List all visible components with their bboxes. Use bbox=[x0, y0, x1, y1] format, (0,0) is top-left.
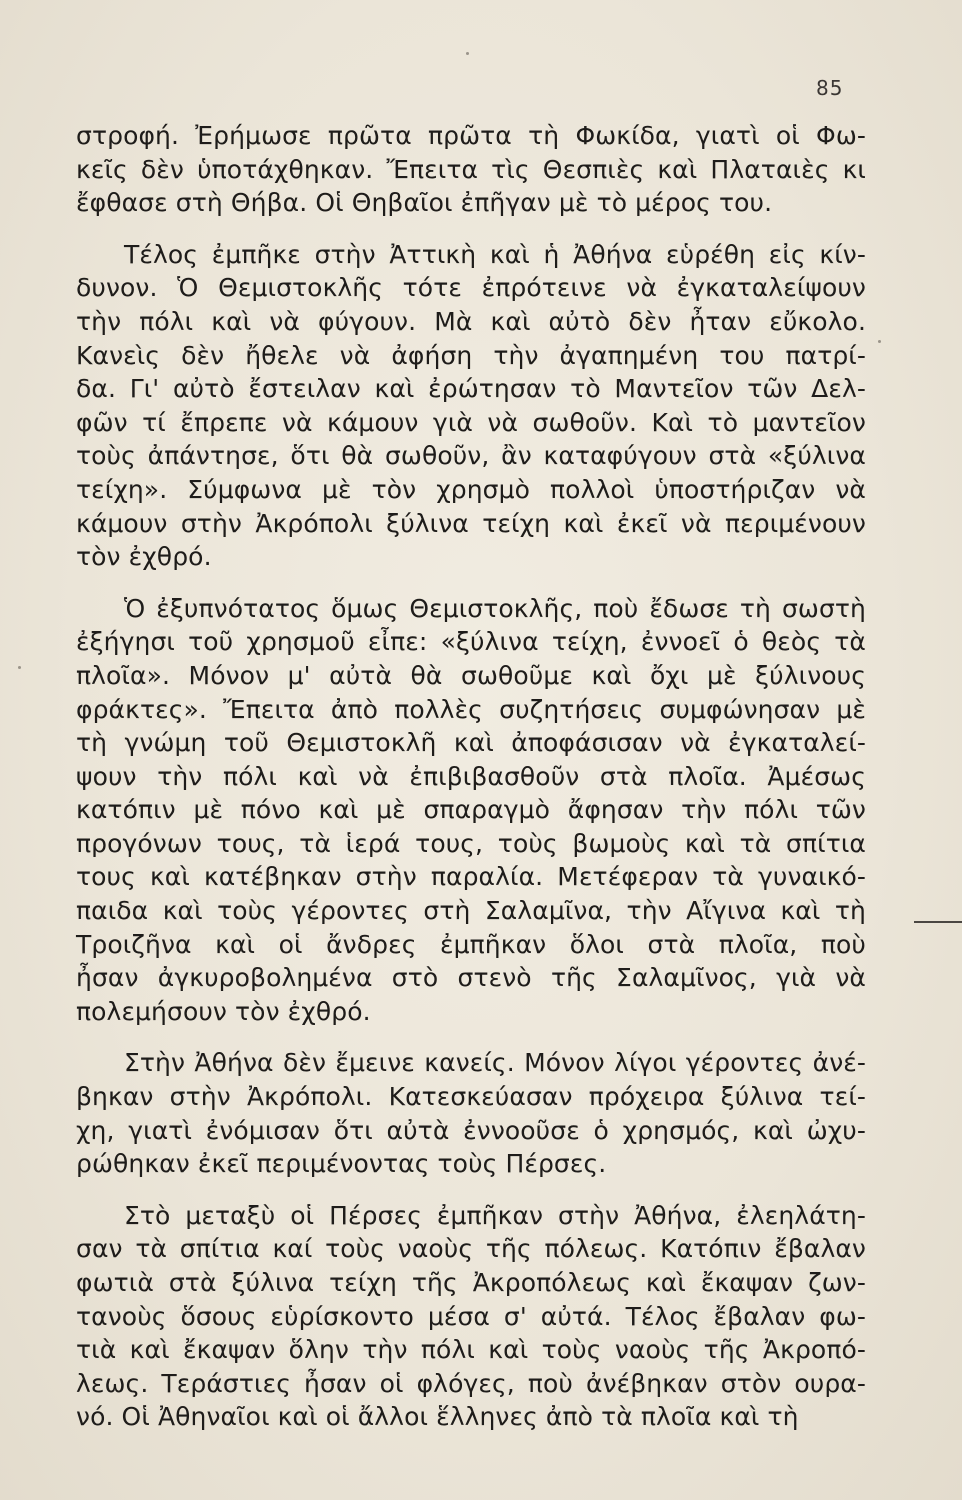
text-line: Τέλος ἐμπῆκε στὴν Ἀττικὴ καὶ ἡ Ἀθήνα εὑρέθη εἰς κίν- bbox=[124, 239, 866, 269]
paper-speck bbox=[878, 340, 881, 343]
text-line: τους καὶ κατέβηκαν στὴν παραλία. Μετέφεραν τὰ γυναικό- bbox=[76, 862, 866, 892]
text-line: βηκαν στὴν Ἀκρόπολι. Κατεσκεύασαν πρόχειρα ξύλινα τεί- bbox=[76, 1082, 866, 1112]
text-line: δα. Γι' αὐτὸ ἔστειλαν καὶ ἐρώτησαν τὸ Μαντεῖον τῶν Δελ- bbox=[76, 374, 866, 404]
text-line: τείχη». Σύμφωνα μὲ τὸν χρησμὸ πολλοὶ ὑποστήριζαν νὰ bbox=[76, 474, 866, 504]
text-line: χη, γιατὶ ἐνόμισαν ὅτι αὐτὰ ἐννοοῦσε ὁ χρησμός, καὶ ὠχυ- bbox=[76, 1115, 866, 1145]
text-line: τοὺς ἀπάντησε, ὅτι θὰ σωθοῦν, ἂν καταφύγουν στὰ «ξύλινα bbox=[76, 441, 866, 471]
text-line: ἐξήγησι τοῦ χρησμοῦ εἶπε: «ξύλινα τείχη, ἐννοεῖ ὁ θεὸς τὰ bbox=[76, 627, 866, 657]
text-line: Κανεὶς δὲν ἤθελε νὰ ἀφήση τὴν ἀγαπημένη του πατρί- bbox=[76, 340, 866, 370]
text-line: πολεμήσουν τὸν ἐχθρό. bbox=[76, 996, 371, 1026]
text-line: Στὴν Ἀθήνα δὲν ἔμεινε κανείς. Μόνον λίγοι γέροντες ἀνέ- bbox=[124, 1048, 866, 1078]
text-line: Ὁ ἐξυπνότατος ὅμως Θεμιστοκλῆς, ποὺ ἔδωσε τὴ σωστὴ bbox=[124, 593, 866, 623]
text-line: ἔφθασε στὴ Θήβα. Οἱ Θηβαῖοι ἐπῆγαν μὲ τὸ μέρος του. bbox=[76, 188, 773, 218]
paper-speck bbox=[18, 666, 21, 669]
text-line: λεως. Τεράστιες ἦσαν οἱ φλόγες, ποὺ ἀνέβηκαν στὸν ουρα- bbox=[76, 1368, 866, 1398]
text-line: ψουν τὴν πόλι καὶ νὰ ἐπιβιβασθοῦν στὰ πλοῖα. Ἀμέσως bbox=[76, 761, 866, 791]
text-line: πλοῖα». Μόνον μ' αὐτὰ θὰ σωθοῦμε καὶ ὄχι μὲ ξύλινους bbox=[76, 660, 866, 690]
paragraph bbox=[76, 1046, 866, 1180]
text-line: κάμουν στὴν Ἀκρόπολι ξύλινα τείχη καὶ ἐκεῖ νὰ περιμένουν bbox=[76, 508, 866, 538]
text-line: κατόπιν μὲ πόνο καὶ μὲ σπαραγμὸ ἄφησαν τὴν πόλι τῶν bbox=[76, 795, 866, 825]
text-line: Τροιζῆνα καὶ οἱ ἄνδρες ἐμπῆκαν ὅλοι στὰ πλοῖα, ποὺ bbox=[76, 929, 866, 959]
text-line: τὴν πόλι καὶ νὰ φύγουν. Μὰ καὶ αὐτὸ δὲν ἦταν εὔκολο. bbox=[76, 306, 866, 336]
paragraph bbox=[76, 119, 866, 220]
paper-speck bbox=[466, 52, 469, 55]
body-text bbox=[76, 119, 866, 1452]
text-line: σαν τὰ σπίτια καί τοὺς ναοὺς τῆς πόλεως. Κατόπιν ἔβαλαν bbox=[76, 1234, 866, 1264]
paragraph bbox=[76, 238, 866, 574]
text-line: φῶν τί ἔπρεπε νὰ κάμουν γιὰ νὰ σωθοῦν. Καὶ τὸ μαντεῖον bbox=[76, 407, 866, 437]
text-line: φωτιὰ στὰ ξύλινα τείχη τῆς Ἀκροπόλεως καὶ ἔκαψαν ζων- bbox=[76, 1268, 866, 1297]
margin-rule bbox=[914, 921, 962, 923]
text-line: τὴ γνώμη τοῦ Θεμιστοκλῆ καὶ ἀποφάσισαν νὰ ἐγκαταλεί- bbox=[76, 728, 866, 758]
text-line: προγόνων τους, τὰ ἱερά τους, τοὺς βωμοὺς καὶ τὰ σπίτια bbox=[76, 828, 866, 858]
text-line: τιὰ καὶ ἔκαψαν ὅλην τὴν πόλι καὶ τοὺς ναοὺς τῆς Ἀκροπό- bbox=[76, 1335, 866, 1365]
text-line: στροφή. Ἐρήμωσε πρῶτα πρῶτα τὴ Φωκίδα, γιατὶ οἱ Φω- bbox=[76, 121, 866, 150]
text-line: φράκτες». Ἔπειτα ἀπὸ πολλὲς συζητήσεις συμφώνησαν μὲ bbox=[76, 694, 866, 724]
text-line: ρώθηκαν ἐκεῖ περιμένοντας τοὺς Πέρσες. bbox=[76, 1149, 607, 1179]
text-line: κεῖς δὲν ὑποτάχθηκαν. Ἔπειτα τὶς Θεσπιὲς καὶ Πλαταιὲς κι bbox=[76, 154, 866, 184]
text-line: Στὸ μεταξὺ οἱ Πέρσες ἐμπῆκαν στὴν Ἀθήνα, ἐλεηλάτη- bbox=[124, 1200, 866, 1230]
text-line: ἦσαν ἀγκυροβολημένα στὸ στενὸ τῆς Σαλαμῖνος, γιὰ νὰ bbox=[76, 963, 866, 993]
page-number: 85 bbox=[816, 76, 844, 100]
text-line: τὸν ἐχθρό. bbox=[76, 542, 212, 572]
text-line: νό. Οἱ Ἀθηναῖοι καὶ οἱ ἄλλοι ἕλληνες ἀπὸ τὰ πλοῖα καὶ τὴ bbox=[76, 1402, 799, 1432]
paragraph bbox=[76, 1199, 866, 1434]
text-line: δυνον. Ὁ Θεμιστοκλῆς τότε ἐπρότεινε νὰ ἐγκαταλείψουν bbox=[76, 273, 866, 303]
paragraph bbox=[76, 592, 866, 1029]
text-line: παιδα καὶ τοὺς γέροντες στὴ Σαλαμῖνα, τὴν Αἴγινα καὶ τὴ bbox=[76, 896, 866, 926]
text-line: τανοὺς ὅσους εὑρίσκοντο μέσα σ' αὐτά. Τέλος ἔβαλαν φω- bbox=[76, 1301, 866, 1331]
